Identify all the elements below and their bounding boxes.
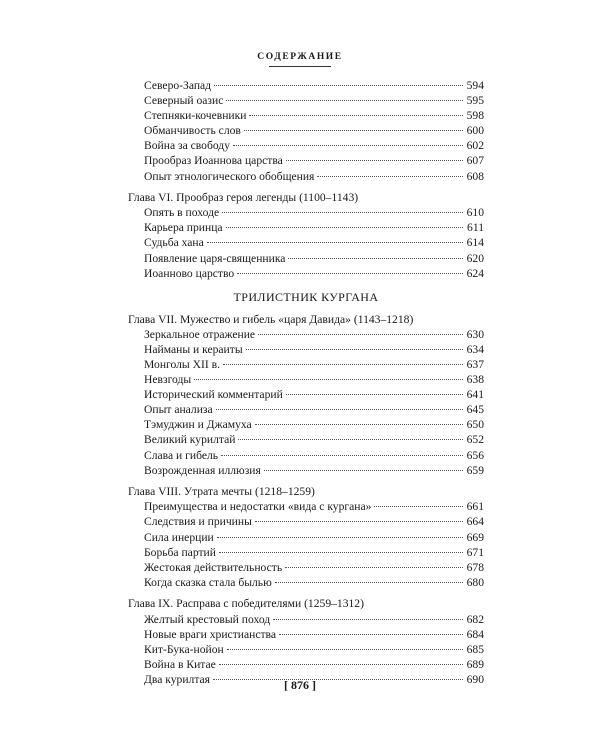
- toc-entry: [128, 612, 484, 627]
- toc-entry: [128, 448, 484, 463]
- toc-entry: [128, 514, 484, 529]
- entry-page: 630: [466, 327, 484, 341]
- dot-leader: [279, 634, 463, 635]
- dot-leader: [374, 506, 463, 507]
- entry-title: Следствия и причины: [144, 515, 252, 529]
- entry-title: Преимущества и недостатки «вида с кургана»: [144, 500, 372, 514]
- dot-leader: [216, 409, 463, 410]
- entry-page: 598: [466, 109, 484, 123]
- toc-entry: [128, 402, 484, 417]
- toc-entry: [128, 251, 484, 266]
- toc-entry: [128, 432, 484, 447]
- entry-page: 614: [466, 236, 484, 250]
- entry-title: Иоанново царство: [144, 266, 235, 280]
- dot-leader: [244, 130, 463, 131]
- dot-leader: [219, 552, 463, 553]
- entry-page: 682: [466, 612, 484, 626]
- entry-title: Война в Китае: [144, 657, 216, 671]
- toc-list: [128, 78, 484, 687]
- entry-page: 638: [466, 373, 484, 387]
- dot-leader: [317, 176, 463, 177]
- entry-page: 637: [466, 358, 484, 371]
- entry-title: Северный оазис: [144, 94, 224, 108]
- dot-leader: [286, 394, 463, 395]
- toc-entry: [128, 387, 484, 402]
- toc-entry: [128, 463, 484, 478]
- toc-entry: [128, 372, 484, 387]
- toc-entry: [128, 93, 484, 108]
- entry-page: 602: [466, 139, 484, 153]
- entry-page: 610: [466, 206, 484, 220]
- toc-entry: [128, 530, 484, 545]
- entry-title: Кит-Бука-нойон: [144, 642, 224, 656]
- dot-leader: [226, 100, 463, 101]
- entry-title: Появление царя-священника: [144, 251, 286, 265]
- dot-leader: [238, 439, 463, 440]
- entry-page: 652: [466, 433, 484, 447]
- toc-entry: [128, 169, 484, 184]
- dot-leader: [219, 664, 463, 665]
- dot-leader: [275, 582, 463, 583]
- entry-title: Обманчивость слов: [144, 124, 241, 138]
- entry-page: 685: [466, 642, 484, 656]
- entry-title: Тэмуджин и Джамуха: [144, 418, 252, 432]
- entry-page: 595: [466, 94, 484, 108]
- entry-page: 659: [466, 463, 484, 477]
- section-heading: ТРИЛИСТНИК КУРГАНА: [233, 289, 379, 304]
- entry-page: 600: [466, 124, 484, 138]
- toc-entry: [128, 78, 484, 93]
- dot-leader: [246, 349, 463, 350]
- entry-page: 611: [467, 221, 484, 235]
- entry-title: Возрожденная иллюзия: [144, 463, 261, 477]
- page-number: [ 876 ]: [284, 678, 316, 692]
- toc-entry: [128, 575, 484, 590]
- dot-leader: [221, 455, 463, 456]
- dot-leader: [249, 115, 463, 116]
- dot-leader: [194, 379, 463, 380]
- chapter-heading: [128, 312, 484, 327]
- entry-title: Сила инерции: [144, 530, 214, 544]
- dot-leader: [214, 85, 463, 86]
- entry-page: 608: [466, 169, 484, 183]
- entry-title: Желтый крестовый поход: [144, 612, 271, 626]
- entry-title: Новые враги христианства: [144, 627, 276, 641]
- entry-title: Опыт анализа: [144, 403, 213, 417]
- toc-entry: [128, 417, 484, 432]
- entry-page: 645: [466, 403, 484, 417]
- header-rule: [269, 66, 331, 67]
- entry-page: 689: [466, 657, 484, 671]
- entry-page: 650: [466, 418, 484, 432]
- toc-entry: [128, 642, 484, 657]
- entry-title: Опять в походе: [144, 206, 220, 220]
- toc-entry: [128, 327, 484, 342]
- dot-leader: [207, 242, 463, 243]
- toc-entry: [128, 235, 484, 250]
- entry-title: Зеркальное отражение: [144, 327, 256, 341]
- chapter-heading: [128, 484, 484, 499]
- running-header: СОДЕРЖАНИЕ: [257, 52, 343, 62]
- entry-page: 656: [466, 448, 484, 462]
- dot-leader: [255, 424, 463, 425]
- entry-title: Карьера принца: [144, 221, 223, 235]
- entry-page: 607: [466, 154, 484, 168]
- entry-title: Северо-Запад: [144, 79, 212, 92]
- dot-leader: [222, 212, 463, 213]
- entry-page: 690: [466, 672, 484, 686]
- entry-title: Когда сказка стала былью: [144, 575, 272, 589]
- entry-title: Слава и гибель: [144, 448, 219, 462]
- entry-page: 671: [466, 545, 484, 559]
- chapter-title: Глава IX. Расправа с победителями (1259–1312): [128, 597, 364, 611]
- entry-page: 624: [466, 266, 484, 280]
- dot-leader: [217, 537, 463, 538]
- entry-page: 669: [466, 530, 484, 544]
- entry-page: 684: [466, 627, 484, 641]
- entry-page: 661: [466, 500, 484, 514]
- toc-entry: [128, 138, 484, 153]
- chapter-title: Глава VIII. Утрата мечты (1218–1259): [128, 485, 315, 499]
- entry-title: Борьба партий: [144, 545, 216, 559]
- chapter-title: Глава VII. Мужество и гибель «царя Давида» (1143–1218): [128, 312, 414, 326]
- entry-title: Монголы XII в.: [144, 358, 220, 371]
- dot-leader: [258, 334, 463, 335]
- entry-title: Два курилтая: [144, 672, 211, 686]
- entry-title: Опыт этнологического обобщения: [144, 169, 315, 183]
- dot-leader: [233, 145, 463, 146]
- toc-entry: [128, 342, 484, 357]
- dot-leader: [226, 227, 463, 228]
- dot-leader: [255, 521, 463, 522]
- entry-page: 594: [466, 79, 484, 92]
- entry-title: Война за свободу: [144, 139, 231, 153]
- toc-entry: [128, 266, 484, 281]
- dot-leader: [264, 470, 463, 471]
- entry-page: 634: [466, 342, 484, 356]
- chapter-title: Глава VI. Прообраз героя легенды (1100–1143): [128, 191, 359, 205]
- entry-page: 641: [466, 388, 484, 402]
- toc-entry: [128, 657, 484, 672]
- entry-page: 680: [466, 575, 484, 589]
- toc-entry: [128, 499, 484, 514]
- entry-title: Невзгоды: [144, 373, 192, 387]
- toc-entry: [128, 108, 484, 123]
- toc-entry: [128, 220, 484, 235]
- entry-title: Найманы и кераиты: [144, 342, 243, 356]
- entry-title: Степняки-кочевники: [144, 109, 247, 123]
- dot-leader: [237, 273, 463, 274]
- entry-page: 620: [466, 251, 484, 265]
- toc-entry: [128, 627, 484, 642]
- toc-entry: [128, 123, 484, 138]
- entry-title: Судьба хана: [144, 236, 204, 250]
- entry-title: Исторический комментарий: [144, 388, 283, 402]
- dot-leader: [273, 619, 463, 620]
- chapter-heading: [128, 596, 484, 611]
- entry-page: 664: [466, 515, 484, 529]
- entry-title: Прообраз Иоаннова царства: [144, 154, 283, 168]
- entry-page: 678: [466, 560, 484, 574]
- toc-entry: [128, 205, 484, 220]
- dot-leader: [288, 258, 463, 259]
- dot-leader: [227, 649, 463, 650]
- dot-leader: [223, 364, 463, 365]
- toc-entry: [128, 560, 484, 575]
- toc-entry: [128, 357, 484, 372]
- entry-title: Жестокая действительность: [144, 560, 283, 574]
- toc-entry: [128, 545, 484, 560]
- chapter-heading: [128, 190, 484, 205]
- toc-entry: [128, 153, 484, 168]
- entry-title: Великий курилтай: [144, 433, 236, 447]
- dot-leader: [285, 567, 463, 568]
- dot-leader: [286, 160, 463, 161]
